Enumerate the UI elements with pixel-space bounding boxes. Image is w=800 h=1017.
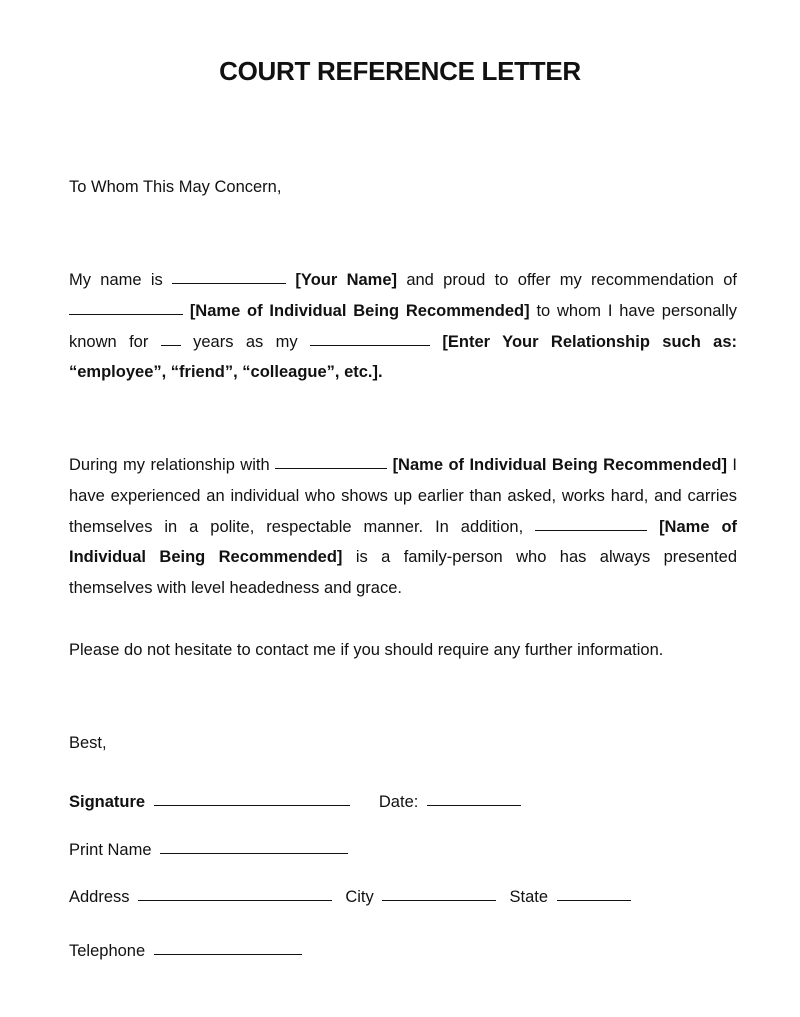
- print-name-field[interactable]: [160, 852, 348, 854]
- your-name-placeholder: [Your Name]: [295, 271, 398, 289]
- signature-label: Signature: [69, 793, 146, 811]
- signature-row: [69, 793, 521, 812]
- relationship-text-3: is a family-person who has always presented themselves with level headedness and grace.: [69, 548, 737, 598]
- intro-text-2: and proud to offer my recommendation of: [406, 271, 737, 289]
- page-title: COURT REFERENCE LETTER: [219, 56, 581, 86]
- state-field[interactable]: [557, 899, 631, 901]
- relationship-placeholder: [Enter Your Relationship such as: “employee”, “friend”, “colleague”, etc.].: [69, 332, 738, 382]
- state-label: State: [509, 888, 549, 906]
- address-field[interactable]: [138, 899, 332, 901]
- intro-text-1: My name is: [69, 271, 163, 289]
- paragraph-relationship: [69, 450, 737, 604]
- recommended-name-blank-2[interactable]: [275, 467, 387, 469]
- relationship-text-1: During my relationship with: [69, 456, 270, 474]
- paragraph-contact: Please do not hesitate to contact me if you should require any further information.: [69, 641, 664, 659]
- city-field[interactable]: [382, 899, 496, 901]
- paragraph-introduction: [69, 265, 737, 388]
- years-blank[interactable]: [161, 344, 181, 346]
- telephone-row: [69, 942, 302, 961]
- your-name-blank[interactable]: [172, 282, 286, 284]
- date-label: Date:: [378, 793, 419, 811]
- recommended-name-placeholder-2: [Name of Individual Being Recommended]: [392, 456, 727, 474]
- telephone-field[interactable]: [154, 953, 302, 955]
- signature-field[interactable]: [154, 804, 350, 806]
- recommended-name-placeholder: [Name of Individual Being Recommended]: [189, 301, 530, 320]
- closing: Best,: [69, 734, 107, 752]
- salutation: To Whom This May Concern,: [69, 178, 282, 196]
- print-name-label: Print Name: [69, 841, 152, 859]
- date-field[interactable]: [427, 804, 521, 806]
- city-label: City: [345, 888, 374, 906]
- recommended-name-placeholder-3: [Name of Individual Being Recommended]: [69, 517, 738, 567]
- intro-text-4: years as my: [193, 332, 298, 351]
- recommended-name-blank[interactable]: [69, 313, 183, 315]
- intro-text-3: to whom I have personally known for: [69, 301, 737, 351]
- recommended-name-blank-3[interactable]: [535, 529, 647, 531]
- relationship-text-2: I have experienced an individual who shows up earlier than asked, works hard, and carries themselves in a polite, respectable manner. In addition,: [69, 456, 737, 536]
- print-name-row: [69, 841, 348, 860]
- telephone-label: Telephone: [69, 942, 146, 960]
- address-row: [69, 888, 631, 907]
- address-label: Address: [69, 888, 130, 906]
- relationship-blank[interactable]: [310, 344, 430, 346]
